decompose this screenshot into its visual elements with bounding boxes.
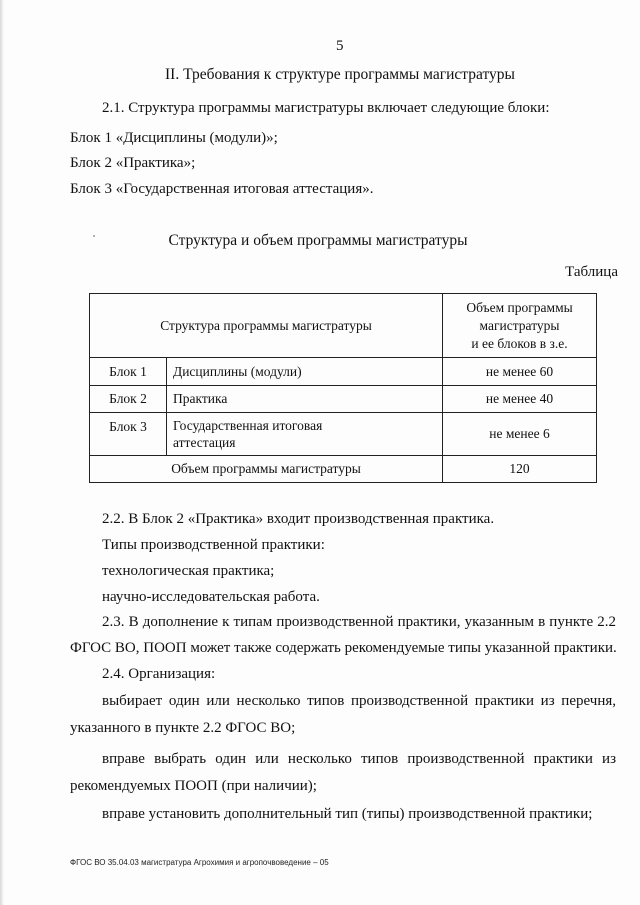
organization-item-line: вправе выбрать один или несколько типов производственной практики из: [102, 751, 616, 767]
block-cell: Блок 3: [90, 413, 167, 456]
volume-cell: не менее 6: [443, 413, 597, 456]
paragraph-2-1: 2.1. Структура программы магистратуры включает следующие блоки:: [102, 100, 550, 116]
table-label: Таблица: [565, 264, 618, 280]
organization-item-line: рекомендуемых ПООП (при наличии);: [70, 778, 317, 794]
block-name-cell: [167, 413, 443, 456]
practice-type-item: научно-исследовательская работа.: [102, 589, 320, 605]
structure-table: [89, 293, 597, 483]
block-list-item: Блок 2 «Практика»;: [70, 155, 196, 171]
page-footer: ФГОС ВО 35.04.03 магистратура Агрохимия и агропочвоведение – 05: [70, 858, 329, 867]
block-name-cell: Дисциплины (модули): [167, 358, 443, 386]
practice-type-item: технологическая практика;: [102, 563, 275, 579]
block-name-cell: Практика: [167, 386, 443, 413]
table-total-row: [90, 456, 597, 483]
table-row: [90, 386, 597, 413]
block-name-line: Государственная итоговая: [173, 418, 323, 433]
organization-item-line: выбирает один или несколько типов производственной практики из перечня,: [102, 693, 616, 709]
total-label-cell: Объем программы магистратуры: [90, 456, 443, 483]
table-title: Структура и объем программы магистратуры: [168, 232, 468, 249]
block-list-item: Блок 3 «Государственная итоговая аттестация».: [70, 181, 374, 197]
practice-types-title: Типы производственной практики:: [102, 537, 325, 553]
organization-item-line: указанного в пункте 2.2 ФГОС ВО;: [70, 720, 296, 736]
header-cell-structure: Структура программы магистратуры: [90, 294, 443, 358]
organization-item-line: вправе установить дополнительный тип (типы) производственной практики;: [102, 806, 593, 822]
header-volume-line: Объем программы: [466, 299, 573, 315]
table-row: [90, 358, 597, 386]
paragraph-2-2: 2.2. В Блок 2 «Практика» входит производственная практика.: [102, 511, 495, 527]
block-cell: Блок 2: [90, 386, 167, 413]
block-list-item: Блок 1 «Дисциплины (модули)»;: [70, 130, 278, 146]
paragraph-2-3-line: ФГОС ВО, ПООП может также содержать рекомендуемые типы указанной практики.: [70, 640, 617, 656]
paragraph-2-3-line: 2.3. В дополнение к типам производственной практики, указанным в пункте 2.2: [102, 614, 616, 630]
table-header-row: [90, 294, 597, 358]
volume-cell: не менее 40: [443, 386, 597, 413]
table-row: [90, 413, 597, 456]
section-title: II. Требования к структуре программы магистратуры: [165, 66, 515, 83]
page-number: 5: [336, 38, 344, 54]
header-volume-line: магистратуры: [479, 317, 560, 333]
header-cell-volume: [443, 294, 597, 358]
paragraph-2-4: 2.4. Организация:: [102, 666, 216, 682]
block-cell: Блок 1: [90, 358, 167, 386]
header-volume-line: и ее блоков в з.е.: [471, 335, 568, 351]
block-name-line: аттестация: [173, 435, 236, 450]
total-value-cell: 120: [443, 456, 597, 483]
volume-cell: не менее 60: [443, 358, 597, 386]
